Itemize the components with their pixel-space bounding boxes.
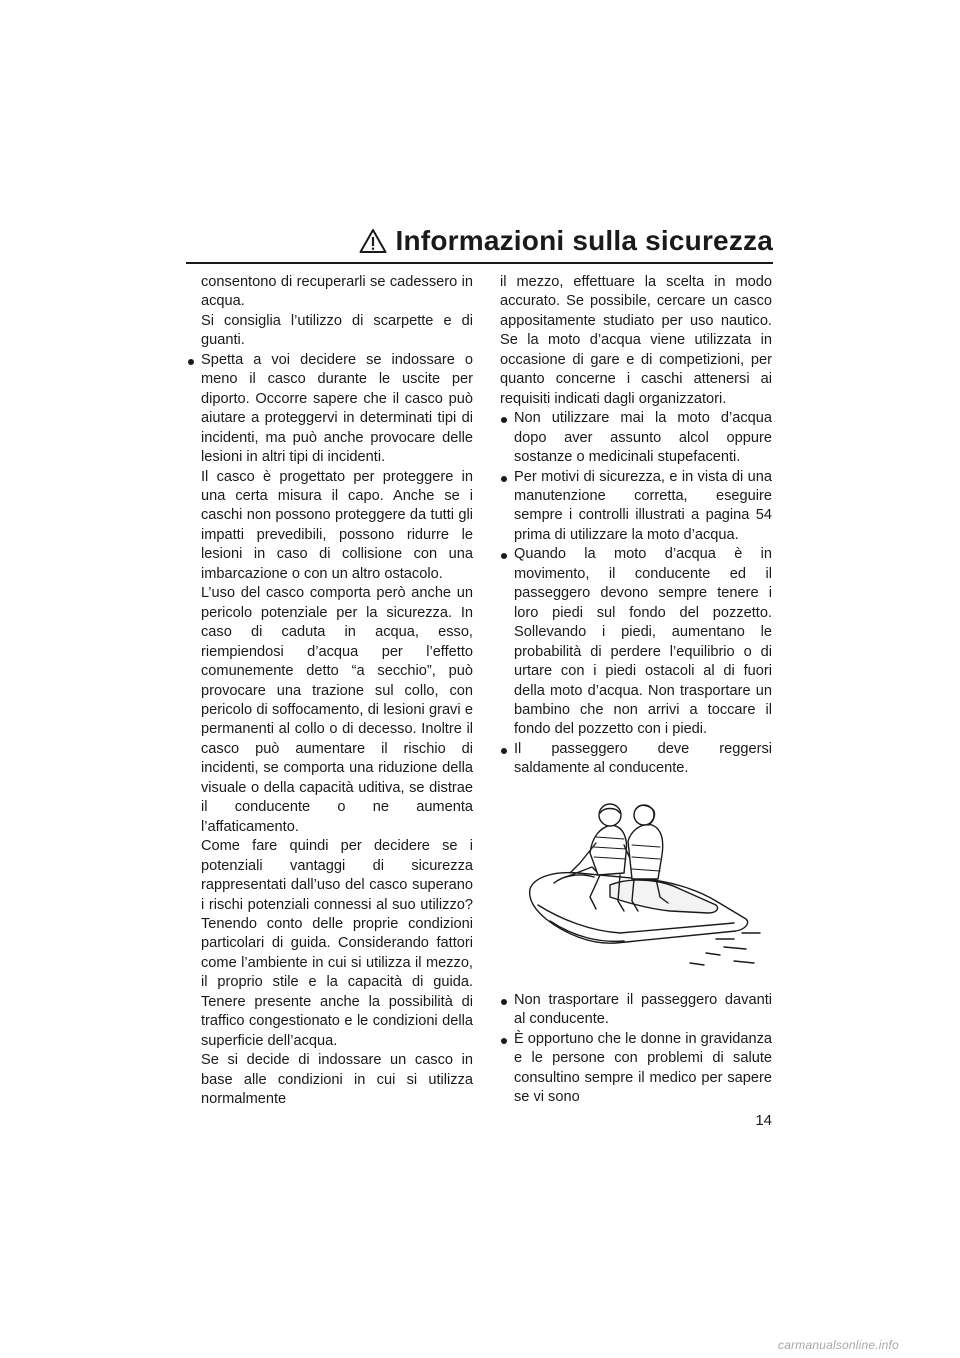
bullet-item: Spetta a voi decidere se indossare o meno il casco durante le uscite per diporto. Occorre sapere che il casco può aiutare a proteggervi in determinati tipi di incidenti, ma può anche provocare delle lesioni in altri tipi di incidenti. (201, 351, 473, 468)
page-header (186, 224, 773, 264)
paragraph: Se si decide di indossare un casco in base alle condizioni in cui si utilizza normalmente (201, 1052, 473, 1108)
watermark-text: carmanualsonline.info (778, 1338, 899, 1352)
header-title-group (359, 225, 773, 262)
bullet-item: Per motivi di sicurezza, e in vista di una manutenzione corretta, eseguire sempre i controlli illustrati a pagina 54 prima di utilizzare la moto d’acqua. (500, 468, 772, 546)
bullet-item: Non trasportare il passeggero davanti al conducente. (500, 991, 772, 1030)
paragraph: L’uso del casco comporta però anche un pericolo potenziale per la sicurezza. In caso di caduta in acqua, esso, riempiendosi d’acqua per l’effetto comunemente detto “a secchio”, può provocare una trazione sul collo, con pericolo di soffocamento, di lesioni gravi e permanenti al collo o di decesso. Inoltre il casco può aumentare il rischio di incidenti, se comporta una riduzione della visuale o della capacità uditiva, se distrae il conducente o ne aumenta l’affaticamento. (201, 585, 473, 835)
paragraph: Il casco è progettato per proteggere in una certa misura il capo. Anche se i caschi non possono proteggere da tutti gli impatti prevedibili, possono ridurre le lesioni in caso di collisione con una imbarcazione o con un altro ostacolo. (201, 468, 473, 582)
left-text-column (201, 273, 473, 1109)
paragraph: consentono di recuperarli se cadessero in acqua. (201, 274, 473, 310)
bullet-item: È opportuno che le donne in gravidanza e le persone con problemi di salute consultino sempre il medico per sapere se vi sono (500, 1030, 772, 1108)
paragraph: Si consiglia l’utilizzo di scarpette e di guanti. (201, 312, 473, 349)
bullet-item: Non utilizzare mai la moto d’acqua dopo aver assunto alcol oppure sostanze o medicinali stupefacenti. (500, 409, 772, 467)
page-title: Informazioni sulla sicurezza (395, 225, 773, 256)
bullet-item: Quando la moto d’acqua è in movimento, il conducente ed il passeggero devono sempre tenere i loro piedi sul fondo del pozzetto. Sollevando i piedi, aumentano le probabilità di perdere l’equilibrio o di urtare con i piedi ostacoli al di fuori della moto d’acqua. Non trasportare un bambino che non arrivi a toccare il fondo del pozzetto con i piedi. (500, 545, 772, 740)
paragraph: Come fare quindi per decidere se i potenziali vantaggi di sicurezza rappresentati dall’uso del casco superano i rischi potenziali connessi al suo utilizzo? Tenendo conto delle proprie condizioni particolari di guida. Considerando fattori come l’ambiente in cui si utilizza il mezzo, il proprio stile e la capacità di guida. Tenere presente anche la possibilità di traffico congestionato e le condizioni della superficie dell’acqua. (201, 838, 473, 1049)
bullet-item: Il passeggero deve reggersi saldamente al conducente. (500, 740, 772, 779)
warning-triangle-icon (359, 228, 387, 254)
right-text-column (500, 273, 772, 1108)
page-number: 14 (755, 1112, 772, 1129)
watercraft-rider-passenger-illustration (520, 793, 766, 973)
paragraph: il mezzo, effettuare la scelta in modo accurato. Se possibile, cercare un casco appositamente studiato per uso nautico. Se la moto d’acqua viene utilizzata in occasione di gare e di competizioni, per quanto concerne i caschi attenersi ai requisiti indicati dagli organizzatori. (500, 274, 772, 407)
